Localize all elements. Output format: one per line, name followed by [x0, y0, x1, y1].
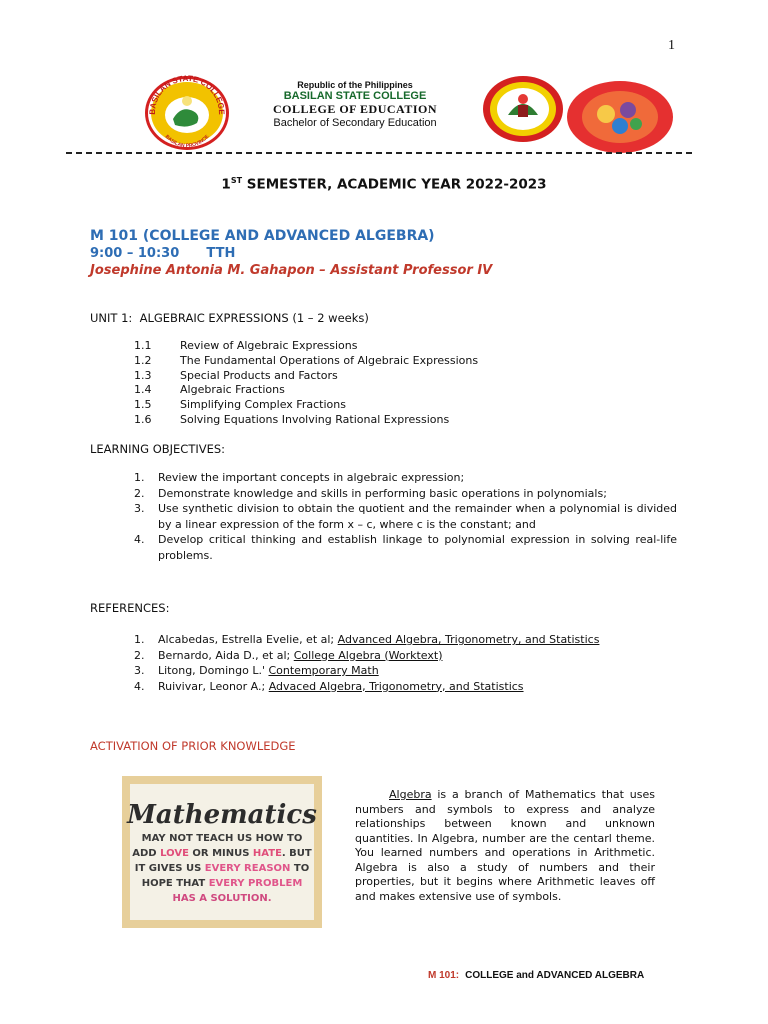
- learning-objectives-heading: LEARNING OBJECTIVES:: [90, 442, 226, 456]
- list-item: 1. Alcabedas, Estrella Evelie, et al; Advanced Algebra, Trigonometry, and Statistics: [134, 633, 600, 646]
- page-footer: M 101: COLLEGE and ADVANCED ALGEBRA: [428, 970, 645, 981]
- svg-text:HOPE THAT EVERY PROBLEM: HOPE THAT EVERY PROBLEM: [141, 878, 303, 889]
- list-item: 4. Ruivivar, Leonor A.; Advaced Algebra, Trigonometry, and Statistics: [134, 679, 524, 693]
- references-list: [134, 632, 599, 694]
- svg-text:Mathematics: Mathematics: [127, 800, 317, 830]
- list-item: 3. Use synthetic division to obtain the quotient and the remainder when a polynomial is divided by a linear expression of the form x – c, where c is the constant; and: [134, 502, 677, 531]
- college-of-education-seal: [482, 75, 564, 143]
- list-item: 1. Review the important concepts in algebraic expression;: [134, 471, 465, 484]
- bsed-department-seal: [566, 80, 674, 154]
- unit-title: UNIT 1: ALGEBRAIC EXPRESSIONS (1 – 2 weeks): [90, 311, 369, 325]
- algebra-term: Algebra: [389, 788, 432, 801]
- svg-text:HAS A SOLUTION.: HAS A SOLUTION.: [172, 893, 272, 904]
- republic-label: Republic of the Philippines: [297, 80, 413, 90]
- svg-text:MAY NOT TEACH US HOW TO: MAY NOT TEACH US HOW TO: [141, 833, 303, 844]
- basilan-state-college-seal: [143, 75, 231, 151]
- objectives-list: [134, 470, 677, 563]
- reference-title: Contemporary Math: [268, 664, 379, 677]
- svg-text:ADD LOVE OR MINUS HATE. BUT: ADD LOVE OR MINUS HATE. BUT: [132, 848, 312, 859]
- reference-title: Advaced Algebra, Trigonometry, and Statistics: [268, 679, 524, 693]
- topic-list: [134, 339, 478, 428]
- list-item: 1.3 Special Products and Factors: [134, 368, 338, 382]
- college-name: BASILAN STATE COLLEGE: [283, 90, 427, 102]
- list-item: 1.4 Algebraic Fractions: [134, 383, 285, 397]
- list-item: 2. Demonstrate knowledge and skills in performing basic operations in polynomials;: [134, 486, 607, 500]
- course-schedule: 9:00 – 10:30 TTH: [90, 246, 236, 261]
- list-item: 3. Litong, Domingo L.' Contemporary Math: [134, 664, 379, 677]
- references-heading: REFERENCES:: [90, 601, 170, 615]
- institution-header: [230, 80, 480, 129]
- svg-text:IT GIVES US EVERY REASON TO: IT GIVES US EVERY REASON TO: [134, 863, 310, 874]
- instructor-name: Josephine Antonia M. Gahapon – Assistant Professor IV: [90, 263, 493, 278]
- department-name: COLLEGE OF EDUCATION: [272, 102, 438, 116]
- svg-text:BASILAN STATE COLLEGE: BASILAN STATE COLLEGE: [147, 75, 227, 115]
- list-item: 1.6 Solving Equations Involving Rational Expressions: [134, 412, 450, 426]
- list-item: 4. Develop critical thinking and establish linkage to polynomial expression in solving real-life problems.: [134, 533, 677, 562]
- svg-text:BASILAN PROVINCE: BASILAN PROVINCE: [163, 133, 211, 150]
- program-name: Bachelor of Secondary Education: [273, 117, 437, 129]
- page-number: 1: [668, 38, 675, 53]
- list-item: 1.5 Simplifying Complex Fractions: [134, 398, 346, 412]
- mathematics-quote-poster: [122, 776, 322, 928]
- semester-heading: 1ST SEMESTER, ACADEMIC YEAR 2022-2023: [221, 176, 547, 193]
- reference-title: College Algebra (Worktext): [293, 648, 443, 662]
- list-item: 1.2 The Fundamental Operations of Algebraic Expressions: [134, 353, 479, 367]
- reference-title: Advanced Algebra, Trigonometry, and Statistics: [337, 633, 600, 646]
- list-item: 1.1 Review of Algebraic Expressions: [134, 339, 358, 352]
- list-item: 2. Bernardo, Aida D., et al; College Algebra (Worktext): [134, 648, 443, 662]
- activation-heading: ACTIVATION OF PRIOR KNOWLEDGE: [90, 739, 296, 753]
- header-divider: [66, 152, 692, 154]
- course-title: M 101 (COLLEGE AND ADVANCED ALGEBRA): [90, 228, 435, 244]
- algebra-paragraph: Algebra is a branch of Mathematics that uses numbers and symbols to express and analyze relationships between known and unknown quantities. In Algebra, number are the centarl theme. You learned numbers and operations in Arithmetic. Algebra is also a study of numbers and their properties, but it begins where Arithmetic leaves off and makes extensive use of symbols.: [355, 788, 655, 903]
